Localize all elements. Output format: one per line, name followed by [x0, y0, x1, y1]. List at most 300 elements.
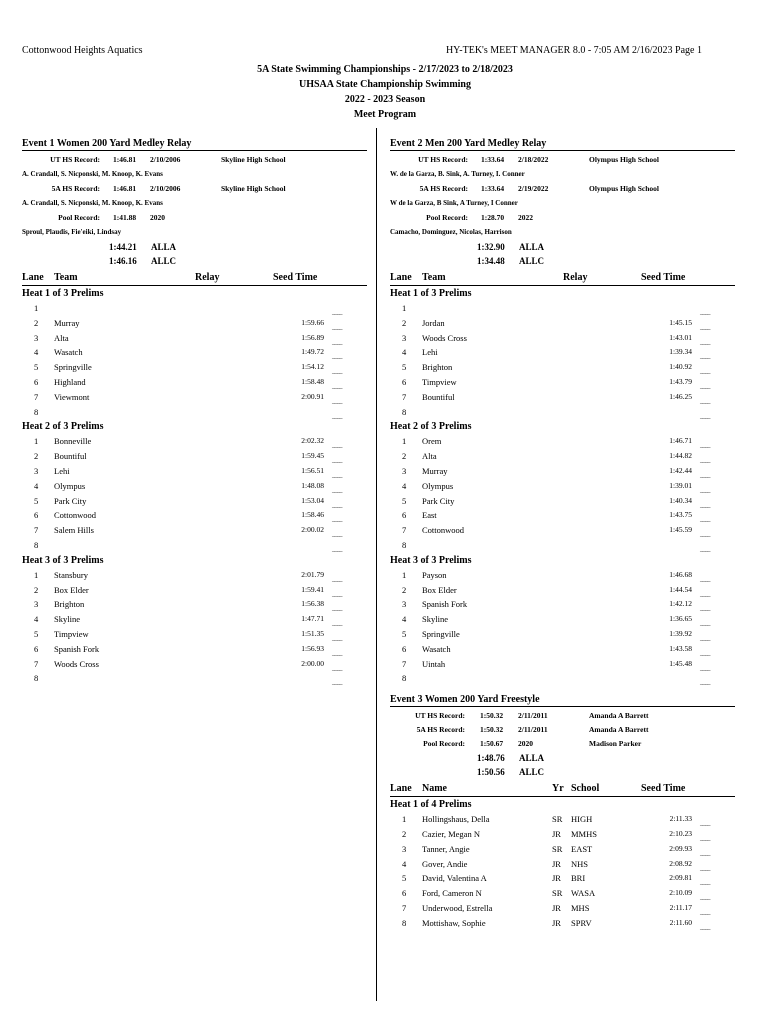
record-holders: Camacho, Dominguez, Nicolas, Harrison	[390, 228, 512, 236]
swimmer-school: SPRV	[571, 917, 592, 928]
swimmer-year: JR	[552, 828, 561, 839]
event-title: Event 2 Men 200 Yard Medley Relay	[390, 138, 735, 151]
seed-time: 1:45.59	[669, 525, 692, 535]
team-name: Viewmont	[54, 391, 90, 402]
result-blank	[700, 541, 710, 558]
seed-time: 2:10.23	[669, 828, 692, 838]
team-name: Springville	[54, 362, 92, 373]
lane-number: 7	[34, 391, 39, 402]
lane-number: 4	[402, 858, 407, 869]
lane-number: 5	[34, 362, 39, 373]
seed-time: 1:54.12	[301, 362, 324, 372]
swimmer-school: MHS	[571, 902, 590, 913]
heat-title: Heat 3 of 3 Prelims	[390, 554, 472, 566]
col-school: School	[571, 783, 600, 795]
col-seed: Seed Time	[641, 783, 686, 795]
swimmer-school: HIGH	[571, 814, 593, 825]
seed-time: 1:42.44	[669, 465, 692, 475]
seed-time: 1:43.01	[669, 332, 692, 342]
record-holders: Sproul, Plaudis, Fie'eiki, Lindsay	[22, 228, 122, 236]
lane-number: 7	[34, 658, 39, 669]
record-holder: Amanda A Barrett	[589, 725, 649, 735]
lane-row	[22, 597, 367, 612]
record-holder: Amanda A Barrett	[589, 711, 649, 721]
lane-number: 8	[34, 406, 39, 417]
lane-number: 7	[402, 525, 407, 536]
col-yr: Yr	[552, 783, 564, 795]
lane-number: 5	[34, 495, 39, 506]
record-label: UT HS Record:	[415, 711, 465, 721]
record-holders: A. Crandall, S. Nicponski, M. Knoop, K. Evans	[22, 199, 163, 207]
seed-time: 1:46.71	[669, 436, 692, 446]
seed-time: 2:10.09	[669, 888, 692, 898]
lane-row	[390, 568, 735, 583]
time-standard	[22, 254, 367, 268]
seed-time: 1:42.12	[669, 599, 692, 609]
seed-time: 1:39.92	[669, 628, 692, 638]
lane-number: 8	[402, 539, 407, 550]
seed-time: 2:00.02	[301, 525, 324, 535]
lane-number: 5	[34, 628, 39, 639]
seed-time: 1:56.93	[301, 643, 324, 653]
lane-number: 1	[34, 436, 39, 447]
record-holder: Madison Parker	[589, 739, 642, 749]
record-row	[390, 211, 735, 225]
lane-number: 8	[402, 673, 407, 684]
record-school: Skyline High School	[221, 184, 286, 193]
lane-number: 2	[402, 317, 407, 328]
seed-time: 1:58.46	[301, 510, 324, 520]
seed-time: 1:56.38	[301, 599, 324, 609]
lane-row	[22, 390, 367, 405]
org-name: Cottonwood Heights Aquatics	[22, 45, 143, 56]
seed-time: 1:46.68	[669, 569, 692, 579]
record-holders: W. de la Garza, B. Sink, A. Turney, I. Conner	[390, 170, 525, 178]
lane-number: 6	[34, 510, 39, 521]
seed-time: 1:43.58	[669, 643, 692, 653]
lane-row	[390, 657, 735, 672]
lane-number: 5	[402, 873, 407, 884]
left-column	[22, 138, 367, 686]
seed-time: 1:39.01	[669, 480, 692, 490]
seed-time: 1:48.08	[301, 480, 324, 490]
lane-number: 2	[402, 584, 407, 595]
lane-row	[22, 627, 367, 642]
team-name: Wasatch	[422, 643, 451, 654]
team-name: Murray	[422, 465, 448, 476]
swimmer-name: Gover, Andie	[422, 858, 468, 869]
lane-row	[390, 523, 735, 538]
swimmer-name: Mottishaw, Sophie	[422, 917, 486, 928]
lane-number: 3	[34, 599, 39, 610]
swimmer-name: Ford, Cameron N	[422, 888, 482, 899]
lane-number: 7	[402, 391, 407, 402]
result-blank	[332, 674, 342, 691]
col-seed: Seed Time	[641, 272, 686, 283]
lane-row	[390, 538, 735, 553]
meet-title: 5A State Swimming Championships - 2/17/2023 to 2/18/2023	[257, 64, 513, 75]
lane-row	[22, 316, 367, 331]
lane-number: 1	[402, 303, 407, 313]
seed-time: 1:45.48	[669, 658, 692, 668]
record-row	[390, 737, 735, 751]
lane-row	[22, 612, 367, 627]
column-header	[390, 271, 735, 286]
lane-number: 4	[402, 347, 407, 358]
record-holders: W de la Garza, B Sink, A Turney, I Conner	[390, 199, 518, 207]
team-name: Payson	[422, 569, 447, 580]
lane-number: 2	[402, 828, 407, 839]
lane-number: 4	[402, 614, 407, 625]
lane-row	[390, 916, 735, 931]
standard-time: 1:32.90	[477, 242, 505, 252]
team-name: Salem Hills	[54, 525, 94, 536]
standard-time: 1:46.16	[109, 256, 137, 266]
lane-row	[390, 390, 735, 405]
seed-time: 1:44.54	[669, 584, 692, 594]
lane-number: 2	[34, 584, 39, 595]
record-time: 1:46.81	[113, 184, 137, 193]
lane-row	[22, 642, 367, 657]
seed-time: 1:47.71	[301, 614, 324, 624]
seed-time: 2:11.17	[669, 902, 692, 912]
record-row	[390, 709, 735, 723]
record-school: Skyline High School	[221, 155, 286, 164]
record-date: 2/19/2022	[518, 184, 549, 193]
swimmer-school: MMHS	[571, 828, 597, 839]
record-label: 5A HS Record:	[51, 184, 100, 193]
lane-number: 6	[34, 643, 39, 654]
seed-time: 1:59.41	[301, 584, 324, 594]
lane-row	[22, 538, 367, 553]
lane-row	[22, 449, 367, 464]
col-lane: Lane	[22, 272, 44, 283]
standard-code: ALLA	[519, 753, 545, 764]
lane-row	[390, 812, 735, 827]
team-name: Woods Cross	[422, 332, 467, 343]
lane-number: 6	[402, 888, 407, 899]
col-lane: Lane	[390, 783, 412, 795]
record-date: 2020	[150, 213, 165, 222]
lane-number: 6	[402, 643, 407, 654]
result-blank	[332, 541, 342, 558]
lane-number: 2	[34, 317, 39, 328]
event-title: Event 3 Women 200 Yard Freestyle	[390, 694, 735, 707]
seed-time: 1:39.34	[669, 347, 692, 357]
team-name: Springville	[422, 628, 460, 639]
lane-number: 8	[402, 917, 407, 928]
team-name: Spanish Fork	[422, 599, 468, 610]
standard-time: 1:48.76	[477, 753, 505, 764]
right-column	[390, 138, 735, 931]
seed-time: 2:00.00	[301, 658, 324, 668]
record-row	[390, 153, 735, 167]
record-time: 1:28.70	[481, 213, 505, 222]
seed-time: 2:09.93	[669, 843, 692, 853]
lane-number: 3	[34, 332, 39, 343]
team-name: Brighton	[422, 362, 453, 373]
lane-row	[22, 360, 367, 375]
col-lane: Lane	[390, 272, 412, 283]
lane-number: 5	[402, 362, 407, 373]
lane-row	[390, 612, 735, 627]
lane-number: 3	[402, 599, 407, 610]
lane-number: 3	[402, 332, 407, 343]
team-name: Bountiful	[422, 391, 455, 402]
meet-subtitle: UHSAA State Championship Swimming	[299, 79, 471, 90]
swimmer-year: JR	[552, 873, 561, 884]
lane-row	[22, 345, 367, 360]
standard-code: ALLA	[151, 242, 177, 252]
col-seed: Seed Time	[273, 272, 318, 283]
lane-row	[22, 479, 367, 494]
team-name: Alta	[54, 332, 69, 343]
lane-number: 6	[34, 376, 39, 387]
result-blank	[700, 919, 710, 936]
event-title: Event 1 Women 200 Yard Medley Relay	[22, 138, 367, 151]
swimmer-name: David, Valentina A	[422, 873, 487, 884]
record-label: Pool Record:	[426, 213, 468, 222]
lane-row	[22, 657, 367, 672]
swimmer-school: WASA	[571, 888, 596, 899]
time-standard	[390, 240, 735, 254]
column-header	[390, 782, 735, 797]
team-name: Alta	[422, 451, 437, 462]
time-standard	[390, 254, 735, 268]
lane-row	[390, 671, 735, 686]
record-label: UT HS Record:	[418, 155, 468, 164]
team-name: Timpview	[422, 376, 457, 387]
standard-code: ALLA	[519, 242, 545, 252]
heat-title: Heat 3 of 3 Prelims	[22, 554, 104, 566]
lane-row	[390, 827, 735, 842]
swimmer-year: SR	[552, 888, 563, 899]
seed-time: 1:40.34	[669, 495, 692, 505]
record-date: 2/10/2006	[150, 155, 181, 164]
team-name: Spanish Fork	[54, 643, 100, 654]
lane-number: 1	[402, 814, 407, 825]
team-name: Timpview	[54, 628, 89, 639]
lane-row	[22, 494, 367, 509]
seed-time: 1:59.66	[301, 317, 324, 327]
seed-time: 2:00.91	[301, 391, 324, 401]
swimmer-name: Cazier, Megan N	[422, 828, 480, 839]
lane-row	[22, 583, 367, 598]
record-time: 1:50.32	[480, 725, 504, 735]
column-header	[22, 271, 367, 286]
record-date: 2/11/2011	[518, 725, 548, 735]
record-time: 1:46.81	[113, 155, 137, 164]
record-label: 5A HS Record:	[416, 725, 465, 735]
program-label: Meet Program	[353, 109, 417, 120]
record-row	[22, 182, 367, 196]
meet-titles	[0, 62, 770, 122]
team-name: Stansbury	[54, 569, 88, 580]
team-name: Uintah	[422, 658, 446, 669]
team-name: Park City	[54, 495, 87, 506]
lane-number: 7	[402, 658, 407, 669]
team-name: Murray	[54, 317, 80, 328]
lane-number: 7	[402, 902, 407, 913]
team-name: Lehi	[422, 347, 438, 358]
swimmer-school: EAST	[571, 843, 593, 854]
lane-number: 4	[34, 614, 39, 625]
team-name: Highland	[54, 376, 86, 387]
seed-time: 1:40.92	[669, 362, 692, 372]
standard-time: 1:50.56	[477, 767, 505, 778]
heat-title: Heat 2 of 3 Prelims	[22, 421, 104, 433]
lane-row	[390, 464, 735, 479]
lane-row	[22, 568, 367, 583]
lane-row	[22, 375, 367, 390]
record-date: 2/10/2006	[150, 184, 181, 193]
team-name: Wasatch	[54, 347, 83, 358]
standard-time: 1:44.21	[109, 242, 137, 252]
lane-number: 4	[34, 480, 39, 491]
team-name: Jordan	[422, 317, 445, 328]
lane-row	[390, 494, 735, 509]
lane-row	[390, 901, 735, 916]
lane-number: 2	[402, 451, 407, 462]
team-name: Brighton	[54, 599, 85, 610]
lane-number: 7	[34, 525, 39, 536]
heat-title: Heat 2 of 3 Prelims	[390, 421, 472, 433]
lane-row	[390, 449, 735, 464]
heat-title: Heat 1 of 3 Prelims	[22, 288, 104, 299]
lane-row	[390, 345, 735, 360]
seed-time: 1:43.79	[669, 376, 692, 386]
col-team: Team	[54, 272, 78, 283]
lane-row	[390, 597, 735, 612]
record-date: 2022	[518, 213, 533, 222]
seed-time: 2:11.60	[669, 917, 692, 927]
swimmer-name: Underwood, Estrella	[422, 902, 493, 913]
time-standard	[390, 751, 735, 765]
lane-row	[390, 331, 735, 346]
team-name: Bonneville	[54, 436, 92, 447]
swimmer-school: NHS	[571, 858, 589, 869]
lane-row	[22, 331, 367, 346]
team-name: Cottonwood	[54, 510, 97, 521]
lane-number: 4	[402, 480, 407, 491]
lane-number: 1	[34, 303, 39, 313]
lane-row	[390, 642, 735, 657]
seed-time: 1:58.48	[301, 376, 324, 386]
seed-time: 1:53.04	[301, 495, 324, 505]
lane-number: 1	[402, 569, 407, 580]
lane-row	[390, 871, 735, 886]
record-date: 2/18/2022	[518, 155, 549, 164]
swimmer-year: JR	[552, 902, 561, 913]
record-label: 5A HS Record:	[419, 184, 468, 193]
col-relay: Relay	[195, 272, 220, 283]
lane-row	[390, 405, 735, 420]
record-label: Pool Record:	[423, 739, 465, 749]
lane-number: 3	[402, 465, 407, 476]
lane-row	[390, 857, 735, 872]
team-name: Olympus	[422, 480, 454, 491]
lane-row	[390, 301, 735, 316]
seed-time: 1:49.72	[301, 347, 324, 357]
seed-time: 1:36.65	[669, 614, 692, 624]
lane-row	[22, 671, 367, 686]
lane-row	[22, 301, 367, 316]
seed-time: 1:51.35	[301, 628, 324, 638]
record-date: 2/11/2011	[518, 711, 548, 721]
team-name: Woods Cross	[54, 658, 99, 669]
standard-code: ALLC	[151, 256, 177, 266]
heat-title: Heat 1 of 4 Prelims	[390, 799, 472, 811]
seed-time: 1:43.75	[669, 510, 692, 520]
record-time: 1:50.32	[480, 711, 504, 721]
seed-time: 1:56.51	[301, 465, 324, 475]
lane-number: 1	[402, 436, 407, 447]
lane-number: 5	[402, 628, 407, 639]
seed-time: 1:46.25	[669, 391, 692, 401]
seed-time: 1:45.15	[669, 317, 692, 327]
col-team: Team	[422, 272, 446, 283]
lane-row	[390, 842, 735, 857]
team-name: Box Elder	[422, 584, 457, 595]
record-label: Pool Record:	[58, 213, 100, 222]
swimmer-name: Tanner, Angie	[422, 843, 470, 854]
lane-number: 8	[34, 539, 39, 550]
record-holders: A. Crandall, S. Nicponski, M. Knoop, K. Evans	[22, 170, 163, 178]
heat-title: Heat 1 of 3 Prelims	[390, 288, 472, 299]
lane-number: 3	[402, 843, 407, 854]
team-name: Box Elder	[54, 584, 89, 595]
team-name: Orem	[422, 436, 442, 447]
lane-row	[22, 405, 367, 420]
team-name: Skyline	[422, 614, 448, 625]
seed-time: 2:09.81	[669, 873, 692, 883]
software-stamp: HY-TEK's MEET MANAGER 8.0 - 7:05 AM 2/16/2023 Page 1	[445, 45, 702, 56]
result-blank	[700, 408, 710, 425]
swimmer-year: JR	[552, 917, 561, 928]
lane-number: 8	[402, 406, 407, 417]
lane-number: 5	[402, 495, 407, 506]
team-name: Skyline	[54, 614, 80, 625]
swimmer-name: Hollingshaus, Della	[422, 814, 490, 825]
standard-code: ALLC	[519, 767, 545, 778]
lane-row	[390, 375, 735, 390]
seed-time: 2:11.33	[669, 814, 692, 824]
record-time: 1:33.64	[481, 155, 505, 164]
team-name: Cottonwood	[422, 525, 465, 536]
lane-row	[390, 508, 735, 523]
record-row	[22, 153, 367, 167]
standard-time: 1:34.48	[477, 256, 505, 266]
record-date: 2020	[518, 739, 533, 749]
lane-row	[390, 434, 735, 449]
record-row	[22, 211, 367, 225]
record-time: 1:41.88	[113, 213, 137, 222]
team-name: East	[422, 510, 437, 521]
lane-number: 3	[34, 465, 39, 476]
team-name: Lehi	[54, 465, 70, 476]
col-name: Name	[422, 783, 447, 795]
time-standard	[390, 765, 735, 779]
lane-number: 6	[402, 510, 407, 521]
lane-number: 2	[34, 451, 39, 462]
team-name: Bountiful	[54, 451, 87, 462]
event-spacer	[390, 686, 735, 694]
seed-time: 2:01.79	[301, 569, 324, 579]
lane-row	[390, 316, 735, 331]
standard-code: ALLC	[519, 256, 545, 266]
seed-time: 2:08.92	[669, 858, 692, 868]
record-row	[390, 182, 735, 196]
